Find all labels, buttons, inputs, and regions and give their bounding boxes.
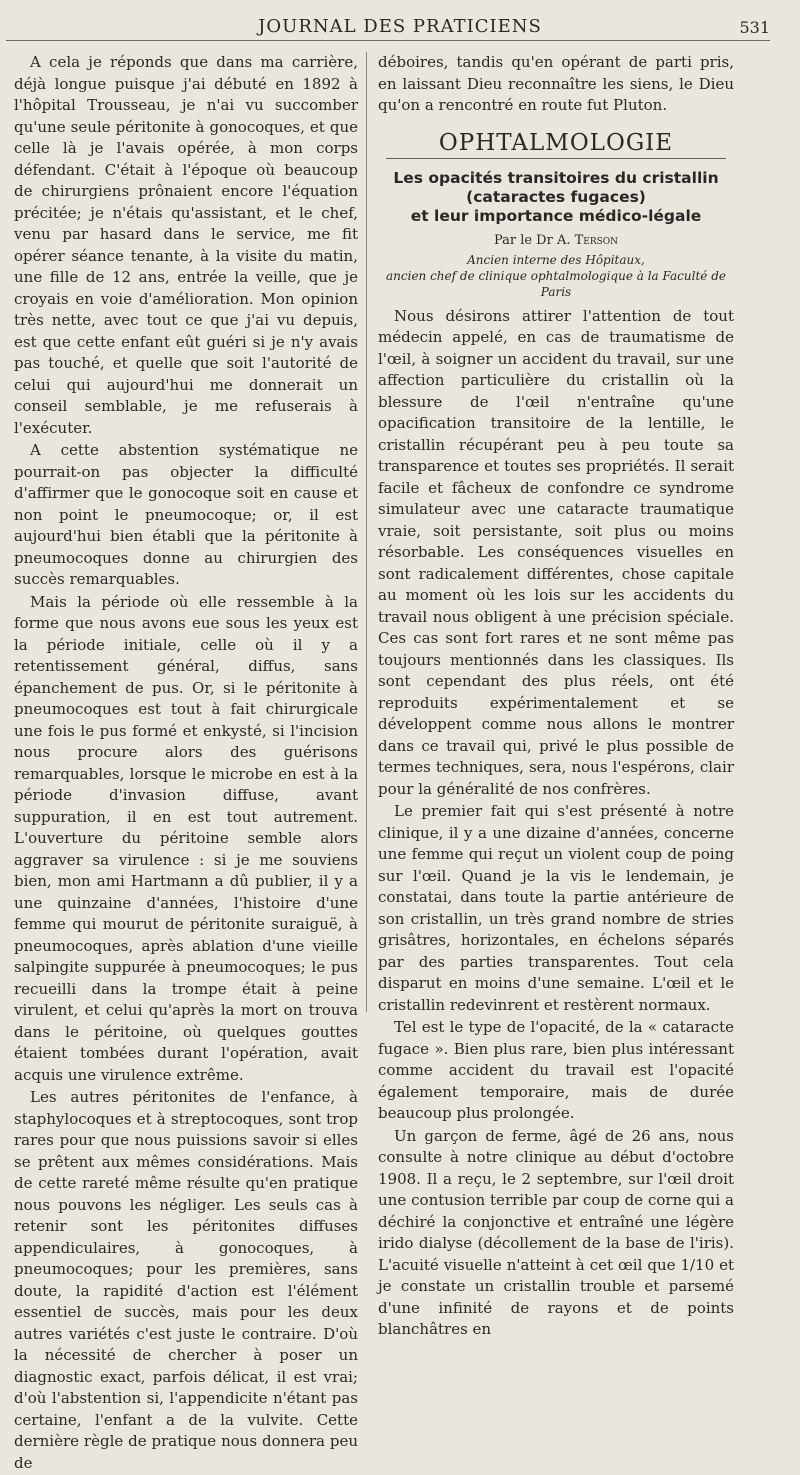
heading-rule — [386, 158, 726, 159]
article-title-line: Les opacités transitoires du cristallin — [393, 169, 719, 187]
paragraph: déboires, tandis qu'en opérant de parti pris, en laissant Dieu reconnaître les siens, le Dieu qu'on a rencontré en route fut Pluton. — [378, 53, 734, 114]
paragraph: A cela je réponds que dans ma carrière, déjà longue puisque j'ai débuté en 1892 à l'hôpital Trousseau, je n'ai vu succomber qu'une seule péritonite à gonocoques, et que celle là je l'avais opérée, à mon corps défendant. C'était à l'époque où beaucoup de chirurgiens prônaient encore l'équation précitée; je n'étais qu'assistant, et le chef, venu par hasard dans le service, me fit opérer séance tenante, à la visite du matin, une fille de 12 ans, entrée la veille, que je croyais en voie d'amélioration. Mon opinion très nette, avec tout ce que j'ai vu depuis, est que cette enfant eût guéri si je n'y avais pas touché, et quelle que soit l'autorité de celui qui aujourd'hui me donnerait un conseil semblable, je me refuserais à l'exécuter. — [14, 53, 358, 437]
left-column — [14, 52, 358, 1475]
paragraph: Le premier fait qui s'est présenté à notre clinique, il y a une dizaine d'années, concerne une femme qui reçut un violent coup de poing sur l'œil. Quand je la vis le lendemain, je constatai, dans toute la partie antérieure de son cristallin, un très grand nombre de stries grisâtres, horizontales, en échelons séparés par des parties transparentes. Tout cela disparut en moins d'une semaine. L'œil et le cristallin redevinrent et restèrent normaux. — [378, 802, 734, 1014]
author-name: Terson — [574, 233, 619, 248]
paragraph: Nous désirons attirer l'attention de tout médecin appelé, en cas de traumatisme de l'œil, à soigner un accident du travail, sur une affection particulière du cristallin où la blessure de l'œil n'entraîne qu'une opacification transitoire de la lentille, le cristallin récupérant peu à peu toute sa transparence et toutes ses propriétés. Il serait facile et fâcheux de confondre ce syndrome simulateur avec une cataracte traumatique vraie, soit persistante, soit plus ou moins résorbable. Les conséquences visuelles en sont radicalement différentes, chose capitale au moment où les lois sur les accidents du travail nous obligent à une précision spéciale. Ces cas sont fort rares et ne sont même pas toujours mentionnés dans les classiques. Ils sont cependant des plus réels, ont été reproduits expérimentalement et se développent comme nous allons le montrer dans ce travail qui, privé le plus possible de termes techniques, sera, nous l'espérons, clair pour la généralité de nos confrères. — [378, 306, 734, 798]
section-heading: OPHTALMOLOGIE — [438, 129, 674, 156]
author-affiliation: Ancien interne des Hôpitaux, — [467, 252, 645, 267]
article-title — [378, 169, 734, 226]
paragraph: A cette abstention systématique ne pourrait-on pas objecter la difficulté d'affirmer que le gonocoque soit en cause et non point le pneumocoque; or, il est aujourd'hui bien établi que la péritonite à pneumocoques donne au chirurgien des succès remarquables. — [14, 441, 358, 588]
page-number: 531 — [739, 18, 770, 37]
article-title-line: et leur importance médico-légale — [410, 207, 702, 225]
paragraph: Un garçon de ferme, âgé de 26 ans, nous consulte à notre clinique au début d'octobre 1908. Il a reçu, le 2 septembre, sur l'œil droit une contusion terrible par coup de corne qui a déchiré la conjonctive et entraîné une légère irido dialyse (décollement de la base de l'iris). L'acuité visuelle n'atteint à cet œil que 1/10 et je constate un cristallin trouble et parsemé d'une infinité de rayons et de points blanchâtres en — [378, 1126, 734, 1338]
byline-prefix: Par le Dr A. — [493, 233, 575, 248]
column-divider — [366, 52, 367, 1012]
paragraph: Mais la période où elle ressemble à la forme que nous avons eue sous les yeux est la période initiale, celle où il y a retentissement général, diffus, sans épanchement de pus. Or, si le péritonite à pneumocoques est tout à fait chirurgicale une fois le pus formé et enkysté, si l'incision nous procure alors des guérisons remarquables, lorsque le microbe en est à la période d'invasion diffuse, avant suppuration, il en est tout autrement. L'ouverture du péritoine semble alors aggraver sa virulence : si je me souviens bien, mon ami Hartmann a dû publier, il y a une quinzaine d'années, l'histoire d'une femme qui mourut de péritonite suraiguë, à pneumocoques, après ablation d'une vieille salpingite suppurée à pneumocoques; le pus recueilli dans la trompe était à peine virulent, et celui qu'après la mort on trouva dans le péritoine, où quelques gouttes étaient tombées durant l'opération, avait acquis une virulence extrême. — [14, 592, 358, 1084]
author-affiliation: ancien chef de clinique ophtalmologique à la Faculté de Paris — [386, 268, 726, 299]
right-column — [378, 52, 734, 1342]
byline — [378, 230, 734, 252]
journal-title: JOURNAL DES PRATICIENS — [258, 16, 542, 37]
page-header — [0, 10, 800, 40]
paragraph: Les autres péritonites de l'enfance, à staphylocoques et à streptocoques, sont trop rares pour que nous puissions savoir si elles se prêtent aux mêmes considérations. Mais de cette rareté même résulte qu'en pratique nous pouvons les négliger. Les seuls cas à retenir sont les péritonites diffuses appendiculaires, à gonocoques, à pneumocoques; pour les premières, sans doute, la rapidité d'action est l'élément essentiel de succès, mais pour les deux autres variétés c'est juste le contraire. D'où la nécessité de chercher à poser un diagnostic exact, parfois délicat, il est vrai; d'où l'abstention si, l'appendicite n'étant pas certaine, l'enfant a de la vulvite. Cette dernière règle de pratique nous donnera peu de — [14, 1088, 358, 1472]
paragraph: Tel est le type de l'opacité, de la « cataracte fugace ». Bien plus rare, bien plus intéressant comme accident du travail est l'opacité également temporaire, mais de durée beaucoup plus prolongée. — [378, 1018, 734, 1122]
header-rule — [6, 40, 770, 41]
article-title-line: (cataractes fugaces) — [466, 188, 646, 206]
